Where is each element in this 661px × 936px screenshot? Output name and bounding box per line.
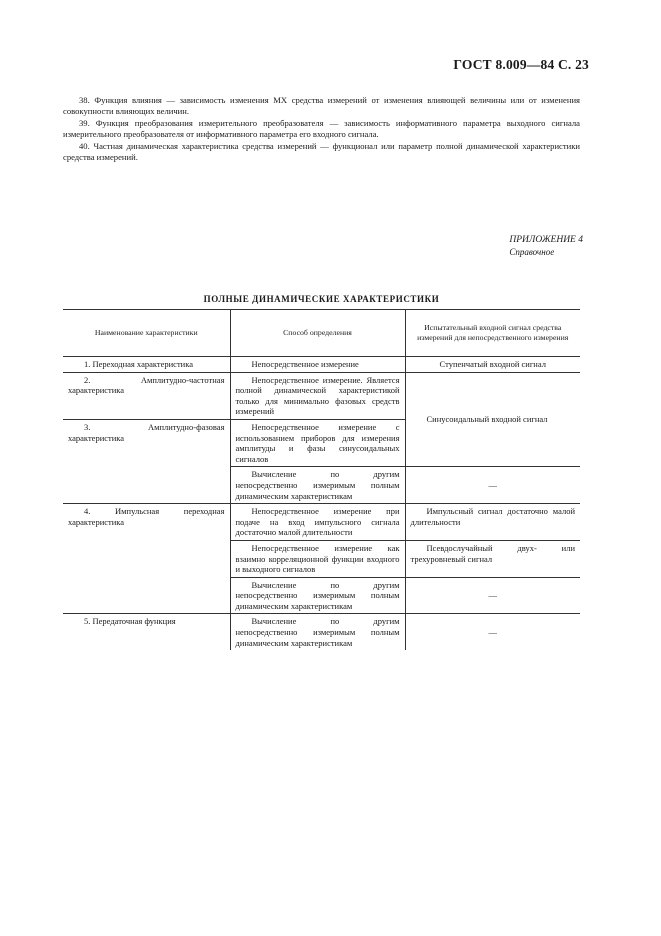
appendix-label [509, 234, 583, 258]
row2-method: Непосредственное измерение. Является полной динамической характеристикой только для минимально фазовых средств измерений [230, 372, 405, 419]
row4-signal-a: Импульсный сигнал достаточно малой длительности [405, 504, 580, 541]
appendix-type: Справочное [509, 247, 555, 257]
row3-name: 3. Амплитудно-фазовая характеристика [63, 419, 230, 503]
row4-method-a: Непосредственное измерение при подаче на вход импульсного сигнала достаточно малой длительности [230, 504, 405, 541]
column-header-method: Способ определения [230, 310, 405, 357]
row1-method: Непосредственное измерение [230, 357, 405, 373]
row5-name: 5. Передаточная функция [63, 614, 230, 650]
row2-name: 2. Амплитудно-частотная характеристика [63, 372, 230, 419]
row4-name: 4. Импульсная переходная характеристика [63, 504, 230, 614]
row4-method-c: Вычисление по другим непосредственно измеримым полным динамическим характеристикам [230, 577, 405, 614]
document-header: ГОСТ 8.009—84 С. 23 [453, 57, 589, 72]
table-row [63, 372, 580, 419]
table-header-row [63, 310, 580, 357]
column-header-name: Наименование характеристики [63, 310, 230, 357]
row3-signal-b: — [405, 467, 580, 504]
column-header-signal: Испытательный входной сигнал средства измерений для непосредственного измерения [405, 310, 580, 357]
definition-39: 39. Функция преобразования измерительного преобразователя — зависимость информативного параметра выходного сигнала измерительного преобразователя от информативного параметра его входного сигнала. [63, 117, 580, 140]
row3-method-b: Вычисление по другим непосредственно измеримым полным динамическим характеристикам [230, 467, 405, 504]
row5-method: Вычисление по другим непосредственно измеримым полным динамическим характеристикам [230, 614, 405, 650]
definition-40: 40. Частная динамическая характеристика средства измерений — функционал или параметр полной динамической характеристики средства измерений. [63, 140, 580, 163]
table-row [63, 614, 580, 650]
appendix-number: ПРИЛОЖЕНИЕ 4 [509, 235, 583, 245]
row3-method-a: Непосредственное измерение с использованием приборов для измерения амплитуды и фазы синусоидальных сигналов [230, 419, 405, 466]
table-title: ПОЛНЫЕ ДИНАМИЧЕСКИЕ ХАРАКТЕРИСТИКИ [203, 294, 440, 304]
row5-signal: — [405, 614, 580, 650]
table-row [63, 357, 580, 373]
row4-signal-b: Псевдослучайный двух- или трехуровневый сигнал [405, 540, 580, 577]
row1-signal: Ступенчатый входной сигнал [405, 357, 580, 373]
row1-name: 1. Переходная характеристика [84, 359, 193, 369]
definitions-block [63, 95, 580, 163]
definition-38: 38. Функция влияния — зависимость изменения МХ средства измерений от изменения влияющей величины или от изменения совокупности влияющих величин. [63, 95, 580, 117]
table-row [63, 504, 580, 541]
dynamic-characteristics-table [63, 309, 580, 650]
row4-method-b: Непосредственное измерение как взаимно корреляционной функции входного и выходного сигналов [230, 540, 405, 577]
row4-signal-c: — [405, 577, 580, 614]
row2-3-signal: Синусоидальный входной сигнал [405, 372, 580, 467]
